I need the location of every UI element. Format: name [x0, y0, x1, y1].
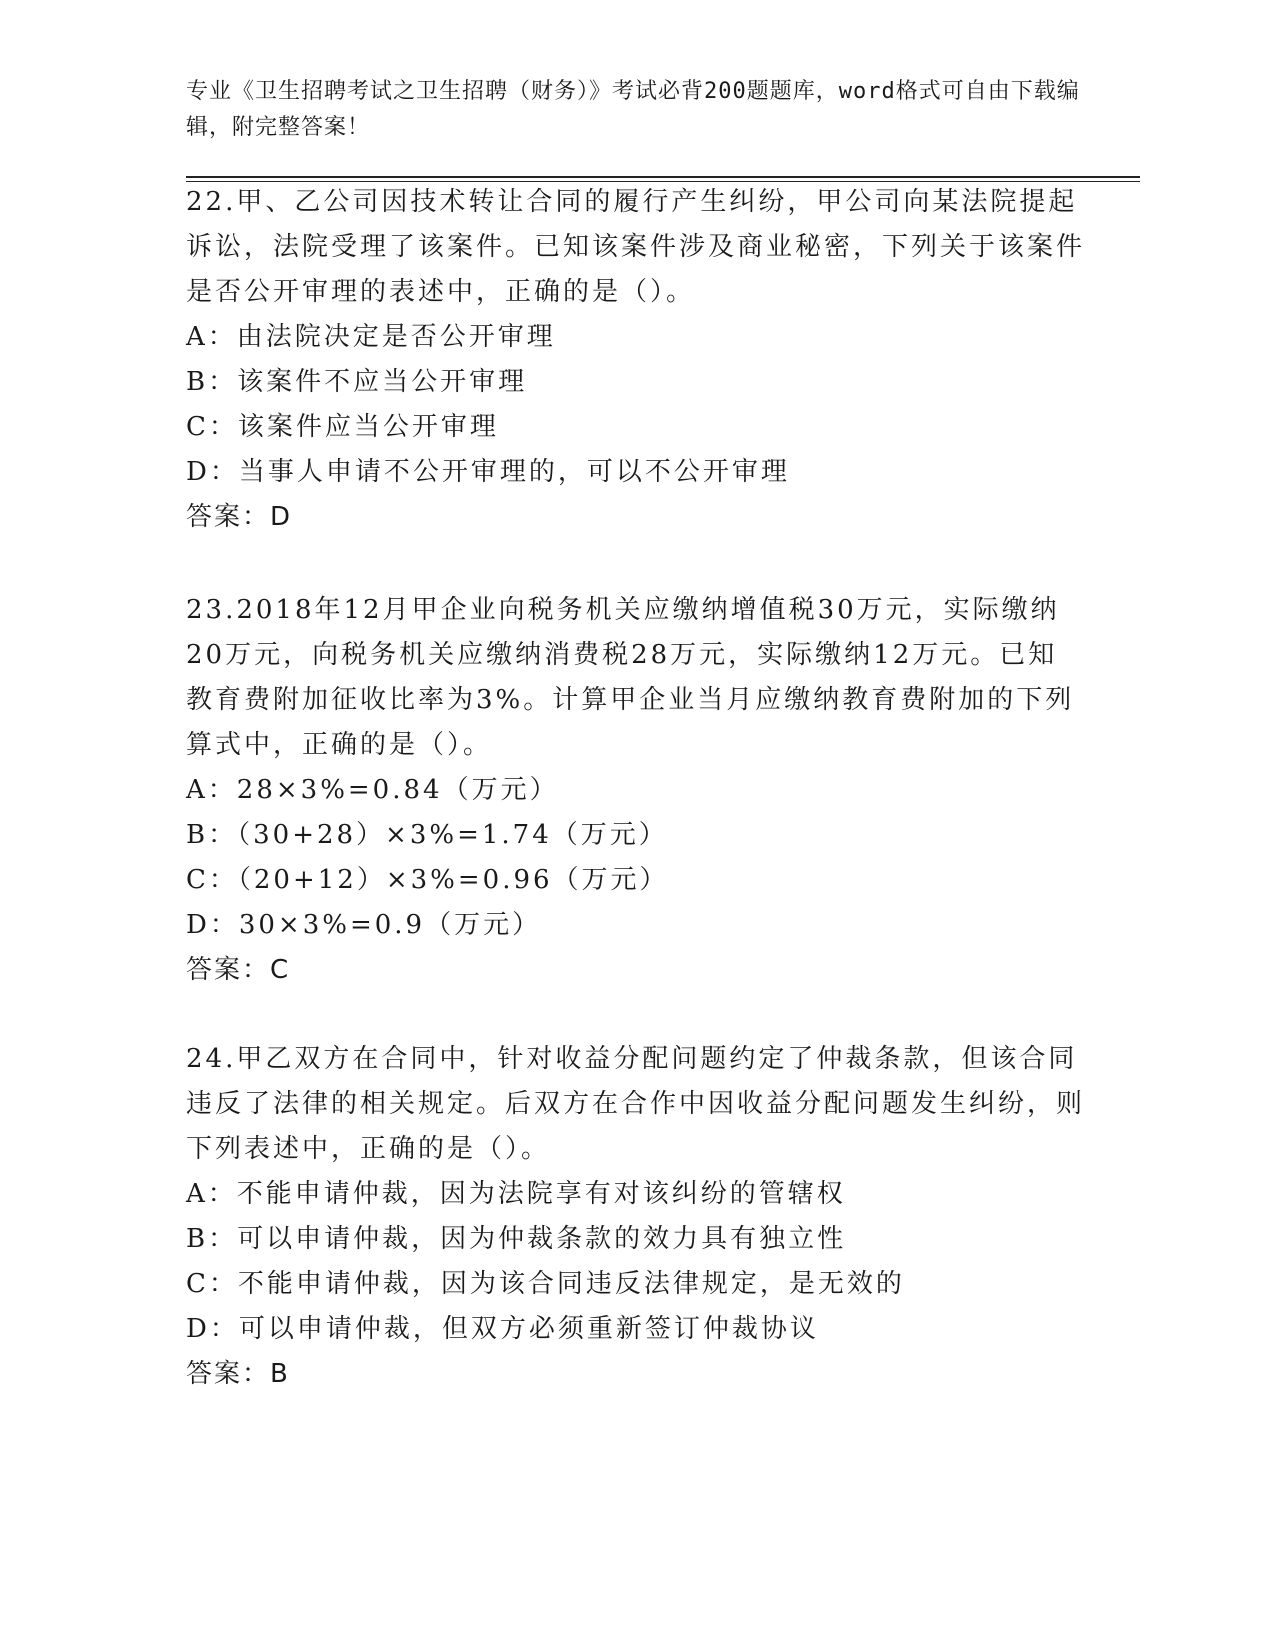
question-24	[186, 1037, 1086, 1397]
option-a: A：由法院决定是否公开审理	[186, 322, 556, 352]
answer: 答案：C	[186, 955, 291, 985]
question-22	[186, 180, 1086, 540]
question-23	[186, 588, 1086, 993]
option-c: C：不能申请仲裁，因为该合同违反法律规定，是无效的	[186, 1269, 905, 1299]
option-d: D：当事人申请不公开审理的，可以不公开审理	[186, 457, 790, 487]
option-b: B：该案件不应当公开审理	[186, 367, 528, 397]
option-c: C：（20+12）×3%=0.96（万元）	[186, 865, 669, 895]
option-d: D：可以申请仲裁，但双方必须重新签订仲裁协议	[186, 1314, 819, 1344]
document-header: 专业《卫生招聘考试之卫生招聘（财务）》考试必背200题题库，word格式可自由下载编辑，附完整答案！	[186, 79, 1080, 140]
option-a: A：28×3%=0.84（万元）	[186, 775, 559, 805]
option-a: A：不能申请仲裁，因为法院享有对该纠纷的管辖权	[186, 1179, 846, 1209]
answer: 答案：B	[186, 1359, 290, 1389]
answer: 答案：D	[186, 502, 293, 532]
option-b: B：可以申请仲裁，因为仲裁条款的效力具有独立性	[186, 1224, 847, 1254]
option-b: B：（30+28）×3%=1.74（万元）	[186, 820, 668, 850]
option-d: D：30×3%=0.9（万元）	[186, 910, 542, 940]
option-c: C：该案件应当公开审理	[186, 412, 499, 442]
question-stem: 24.甲乙双方在合同中，针对收益分配问题约定了仲裁条款，但该合同违反了法律的相关规定。后双方在合作中因收益分配问题发生纠纷，则下列表述中，正确的是（）。	[186, 1044, 1086, 1164]
question-stem: 22.甲、乙公司因技术转让合同的履行产生纠纷，甲公司向某法院提起诉讼，法院受理了该案件。已知该案件涉及商业秘密，下列关于该案件是否公开审理的表述中，正确的是（）。	[186, 187, 1086, 307]
question-stem: 23.2018年12月甲企业向税务机关应缴纳增值税30万元，实际缴纳20万元，向税务机关应缴纳消费税28万元，实际缴纳12万元。已知教育费附加征收比率为3%。计算甲企业当月应缴纳教育费附加的下列算式中，正确的是（）。	[186, 595, 1075, 760]
